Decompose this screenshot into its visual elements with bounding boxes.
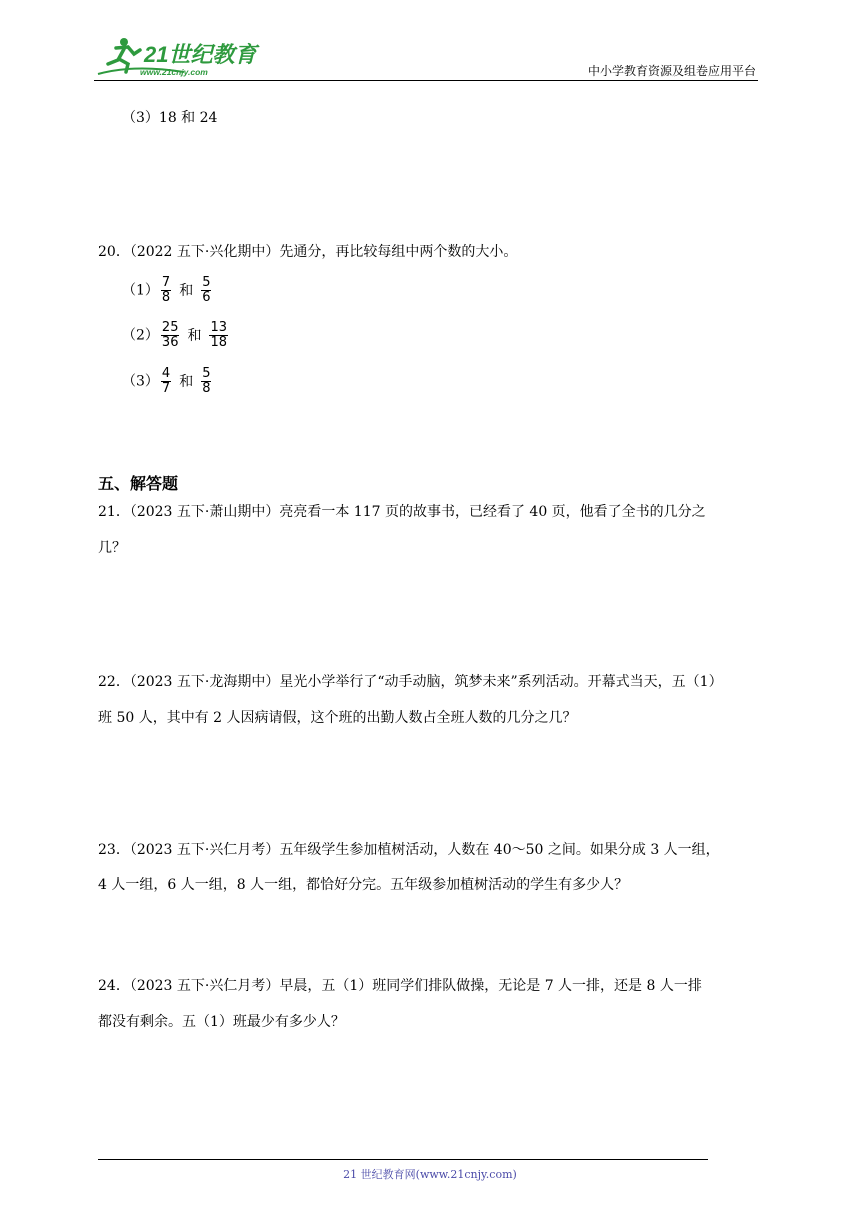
fraction: $\frac{13}{18}$ xyxy=(210,320,228,350)
header-divider xyxy=(94,80,758,81)
q20-item-1 xyxy=(122,276,213,305)
q19-part3: （3）18 和 24 xyxy=(122,110,218,126)
footer-text: 21 世纪教育网(www.21cnjy.com) xyxy=(343,1168,517,1181)
q20-item-2-label: （2） xyxy=(122,327,159,344)
q20-item-1-label: （1） xyxy=(122,282,159,299)
connector-text: 和 xyxy=(187,327,202,344)
q20-item-2 xyxy=(122,321,230,350)
q22-line1: 22．（2023 五下·龙海期中）星光小学举行了“动手动脑，筑梦未来”系列活动。开幕式当天，五（1） xyxy=(98,674,723,690)
fraction: $\frac{7}{8}$ xyxy=(161,275,171,305)
site-logo xyxy=(94,34,264,80)
header-platform-text: 中小学教育资源及组卷应用平台 xyxy=(587,64,756,78)
q23-line2: 4 人一组，6 人一组，8 人一组，都恰好分完。五年级参加植树活动的学生有多少人？ xyxy=(98,877,629,893)
q20-item-3 xyxy=(122,367,213,396)
connector-text: 和 xyxy=(179,373,194,390)
fraction: $\frac{4}{7}$ xyxy=(161,366,171,396)
footer-divider xyxy=(98,1159,708,1160)
q22-line2: 班 50 人，其中有 2 人因病请假，这个班的出勤人数占全班人数的几分之几？ xyxy=(98,710,577,726)
section-title: 五、解答题 xyxy=(98,474,179,493)
fraction: $\frac{5}{6}$ xyxy=(202,275,211,305)
q24-line2: 都没有剩余。五（1）班最少有多少人？ xyxy=(98,1014,345,1030)
q20-item-3-label: （3） xyxy=(122,373,159,390)
fraction: $\frac{5}{8}$ xyxy=(202,366,211,396)
q24-line1: 24．（2023 五下·兴仁月考）早晨，五（1）班同学们排队做操，无论是 7 人一排，还是 8 人一排 xyxy=(98,978,702,994)
svg-text:21世纪教育: 21世纪教育 xyxy=(144,42,257,67)
connector-text: 和 xyxy=(179,282,194,299)
svg-text:www.21cnjy.com: www.21cnjy.com xyxy=(140,67,208,77)
fraction: $\frac{25}{36}$ xyxy=(161,320,179,350)
q20-stem: 20．（2022 五下·兴化期中）先通分，再比较每组中两个数的大小。 xyxy=(98,244,518,260)
q23-line1: 23．（2023 五下·兴仁月考）五年级学生参加植树活动，人数在 40～50 之间。如果分成 3 人一组， xyxy=(98,842,720,858)
q21-line1: 21．（2023 五下·萧山期中）亮亮看一本 117 页的故事书，已经看了 40 页，他看了全书的几分之 xyxy=(98,504,706,520)
q21-line2: 几？ xyxy=(98,540,126,556)
